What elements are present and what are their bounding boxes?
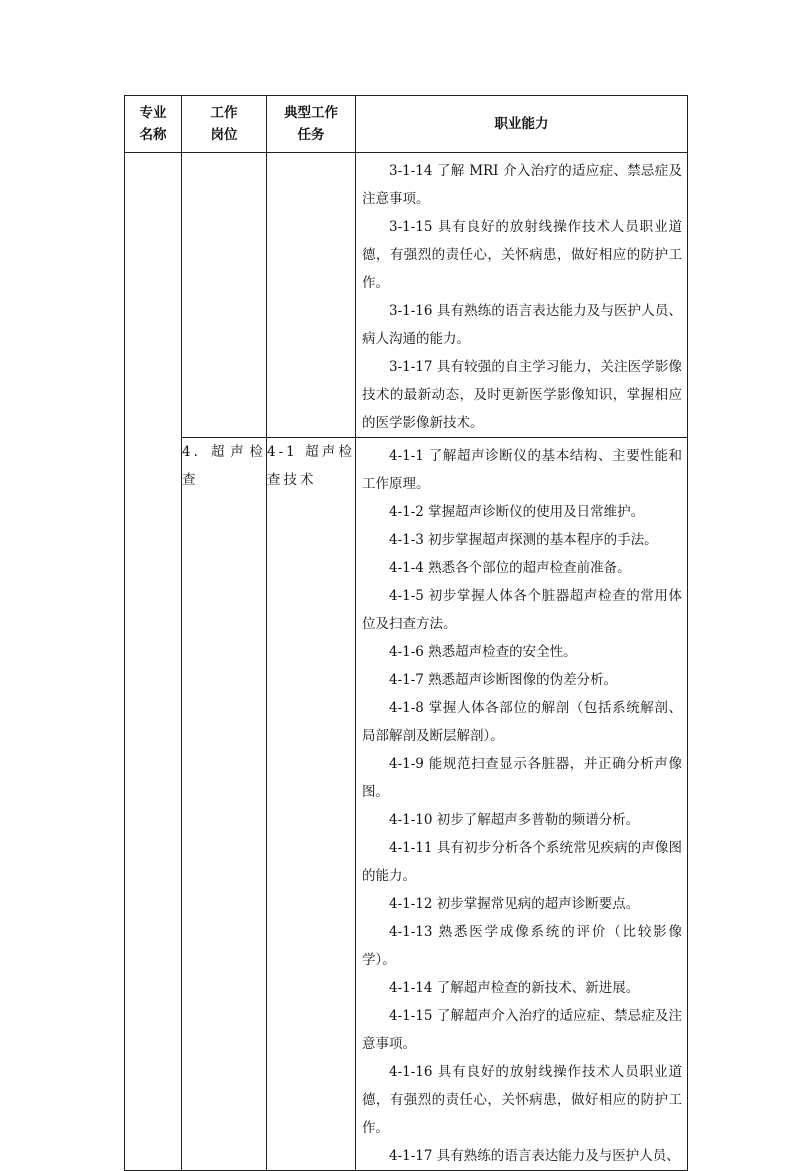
header-ability: 职业能力 — [356, 96, 688, 153]
ability-item: 3-1-17 具有较强的自主学习能力，关注医学影像技术的最新动态，及时更新医学影像知识，掌握相应的医学影像新技术。 — [362, 359, 682, 431]
ability-list — [356, 438, 687, 1170]
table-row — [125, 438, 688, 1171]
ability-item: 4-1-15 了解超声介入治疗的适应症、禁忌症及注意事项。 — [362, 1008, 682, 1052]
ability-item: 4-1-2 掌握超声诊断仪的使用及日常维护。 — [389, 504, 645, 520]
cell-major — [125, 153, 182, 1171]
ability-item: 4-1-6 熟悉超声检查的安全性。 — [389, 644, 577, 660]
ability-item: 4-1-3 初步掌握超声探测的基本程序的手法。 — [389, 532, 658, 548]
ability-item: 4-1-4 熟悉各个部位的超声检查前准备。 — [389, 560, 631, 576]
table-row — [125, 153, 688, 438]
cell-ability — [356, 153, 688, 438]
header-row — [125, 96, 688, 153]
cell-task: 4-1 超声检查技术 — [267, 438, 356, 1171]
ability-item: 3-1-15 具有良好的放射线操作技术人员职业道德，有强烈的责任心，关怀病患，做好相应的防护工作。 — [362, 219, 682, 291]
cell-task — [267, 153, 356, 438]
ability-item: 4-1-10 初步了解超声多普勒的频谱分析。 — [389, 812, 640, 828]
ability-item: 4-1-17 具有熟练的语言表达能力及与医护人员、 — [389, 1148, 680, 1164]
header-task — [267, 96, 356, 153]
cell-ability — [356, 438, 688, 1171]
header-major-line2: 名称 — [139, 127, 167, 143]
header-major-line1: 专业 — [139, 105, 167, 121]
header-task-line2: 任务 — [297, 127, 325, 143]
ability-item: 3-1-14 了解 MRI 介入治疗的适应症、禁忌症及注意事项。 — [362, 163, 682, 207]
ability-item: 4-1-12 初步掌握常见病的超声诊断要点。 — [389, 896, 640, 912]
header-post-line1: 工作 — [210, 105, 238, 121]
ability-item: 4-1-7 熟悉超声诊断图像的伪差分析。 — [389, 672, 618, 688]
ability-item: 4-1-5 初步掌握人体各个脏器超声检查的常用体位及扫查方法。 — [362, 588, 682, 632]
ability-item: 4-1-1 了解超声诊断仪的基本结构、主要性能和工作原理。 — [362, 448, 682, 492]
ability-item: 3-1-16 具有熟练的语言表达能力及与医护人员、病人沟通的能力。 — [362, 303, 682, 347]
header-major — [125, 96, 182, 153]
ability-item: 4-1-16 具有良好的放射线操作技术人员职业道德，有强烈的责任心，关怀病患，做好相应的防护工作。 — [362, 1064, 682, 1136]
ability-item: 4-1-11 具有初步分析各个系统常见疾病的声像图的能力。 — [362, 840, 682, 884]
header-post-line2: 岗位 — [210, 127, 238, 143]
header-post — [182, 96, 267, 153]
cell-post: 4. 超声检查 — [182, 438, 267, 1171]
cell-post — [182, 153, 267, 438]
ability-item: 4-1-13 熟悉医学成像系统的评价（比较影像学）。 — [362, 924, 682, 968]
ability-item: 4-1-14 了解超声检查的新技术、新进展。 — [389, 980, 640, 996]
ability-item: 4-1-8 掌握人体各部位的解剖（包括系统解剖、局部解剖及断层解剖）。 — [362, 700, 682, 744]
ability-list — [356, 153, 687, 437]
ability-item: 4-1-9 能规范扫查显示各脏器，并正确分析声像图。 — [362, 756, 682, 800]
ability-table — [124, 95, 688, 1171]
header-task-line1: 典型工作 — [284, 105, 338, 121]
